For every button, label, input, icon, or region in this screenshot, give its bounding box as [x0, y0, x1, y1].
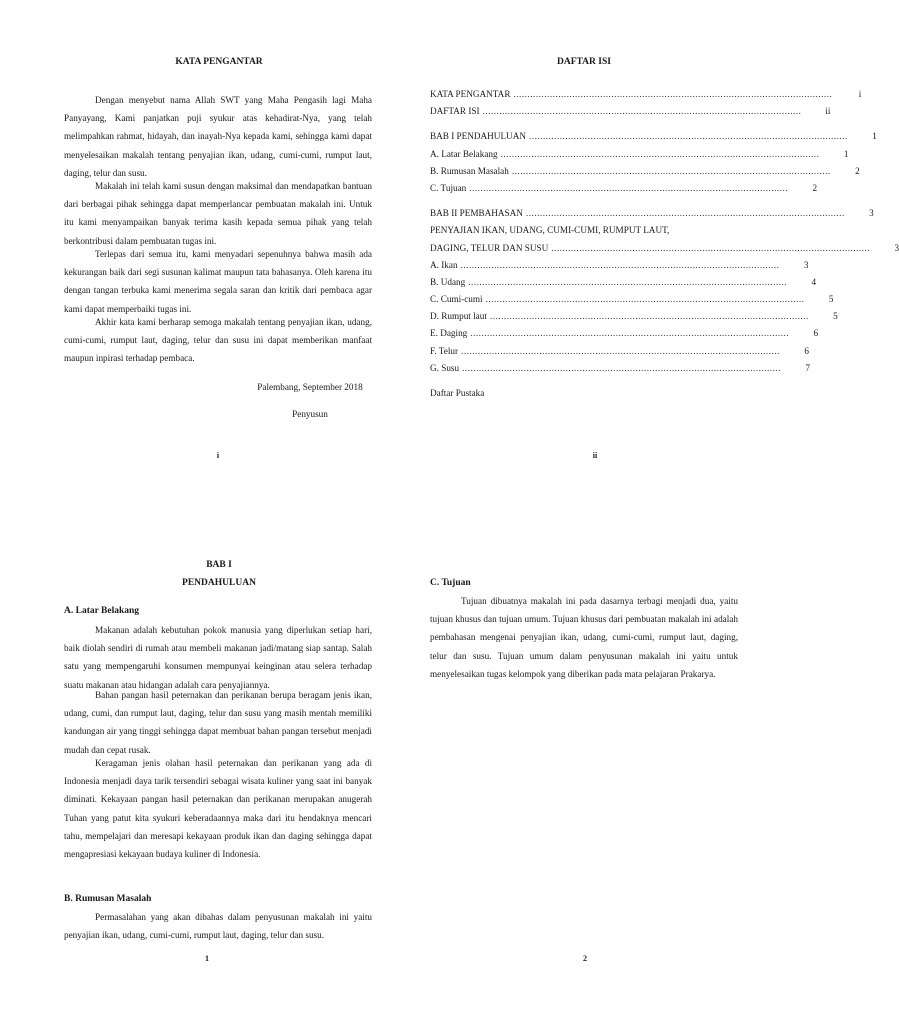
toc-entry-page: 3 [869, 208, 874, 219]
toc-entry-label: B. Udang [430, 276, 466, 287]
toc-leader-dots: .................................................................................................................. [485, 294, 805, 305]
place-date: Palembang, September 2018 [257, 382, 363, 392]
toc-leader-dots: .................................................................................................................. [511, 165, 831, 176]
paragraph: Makanan adalah kebutuhan pokok manusia yang diperlukan setiap hari, baik diolah sendiri di rumah atau membeli makanan jadi/matang siap santap. Salah satu yang mempengaruhi konsumen mempunyai keinginan atau selera terhadap suatu makanan atau hidangan adalah cara penyajiannya. [64, 625, 372, 690]
toc-entry-page: 7 [805, 362, 810, 373]
toc-entry[interactable] [430, 106, 831, 123]
toc-entry[interactable] [430, 311, 838, 328]
toc-leader-dots: .................................................................................................................. [468, 276, 788, 287]
toc-entry-page: ii [825, 106, 831, 117]
toc-entry-label: C. Cumi-cumi [430, 294, 483, 305]
toc-entry-label: DAGING, TELUR DAN SUSU [430, 242, 549, 253]
toc-entry-label: C. Tujuan [430, 182, 467, 193]
toc-leader-dots: .................................................................................................................. [462, 362, 781, 373]
toc-entry-label: G. Susu [430, 362, 460, 373]
toc-entry-label: A. Latar Belakang [430, 148, 498, 159]
toc-entry-page: 2 [812, 182, 818, 193]
chapter-number: BAB I [206, 560, 232, 570]
page-kata-pengantar [0, 0, 384, 512]
paragraph: Keragaman jenis olahan hasil peternakan dan perikanan yang ada di Indonesia menjadi daya tarik tersendiri sebagai wisata kuliner yang saat ini banyak diminati. Kekayaan pangan hasil peternakan dan perikanan merupakan anugerah Tuhan yang patut kita syukuri keberadaannya maka dari itu hendaknya mencari tahu, mempelajari dan meresapi kekayaan produk ikan dan daging sehingga dapat mengapresiasi kekayaan budaya kuliner di Indonesia. [64, 758, 372, 860]
toc-leader-dots: .................................................................................................................. [551, 242, 871, 253]
toc-entry[interactable] [430, 328, 819, 345]
toc-entry[interactable] [430, 208, 874, 225]
toc-entry[interactable] [430, 165, 860, 183]
paragraph: Tujuan dibuatnya makalah ini pada dasarnya terbagi menjadi dua, yaitu tujuan khusus dan tujuan umum. Tujuan khusus dari pembuatan makalah ini adalah pembahasan mengenai penyajian ikan, udang, cumi-cumi, rumput laut, daging, telur dan susu. Tujuan umum dalam penyusunan makalah ini yaitu untuk menyelesaikan tugas kelompok yang diberikan pada mata pelajaran Prakarya. [430, 596, 738, 679]
toc-entry-page: 5 [833, 311, 838, 322]
toc-leader-dots: .................................................................................................................. [460, 259, 780, 270]
toc-leader-dots: .................................................................................................................. [461, 345, 780, 356]
page-number: i [216, 451, 220, 460]
chapter-title: PENDAHULUAN [182, 578, 256, 588]
toc-entry-page: 4 [811, 276, 817, 287]
toc-entry-page: 6 [804, 345, 809, 356]
paragraph: Bahan pangan hasil peternakan dan perikanan berupa beragam jenis ikan, udang, cumi, dan rumput laut, daging, telur dan susu yang masih mentah memiliki kandungan air yang tinggi sehingga dapat membuat bahan pangan tersebut menjadi mudah dan cepat rusak. [64, 690, 372, 755]
toc-entry-label: Daftar Pustaka [430, 388, 485, 398]
toc-entry-label: KATA PENGANTAR [430, 89, 511, 99]
toc-entry[interactable] [430, 131, 877, 148]
toc-leader-dots: .................................................................................................................. [489, 311, 809, 322]
toc-entry[interactable] [430, 259, 809, 277]
table-of-contents [430, 89, 899, 405]
toc-leader-dots: .................................................................................................................. [469, 182, 789, 193]
toc-entry[interactable] [430, 294, 834, 311]
toc-entry-label: F. Telur [430, 345, 459, 356]
toc-entry[interactable] [430, 362, 810, 380]
section-heading: A. Latar Belakang [64, 606, 140, 616]
toc-entry-page: 2 [855, 165, 860, 176]
toc-entry-label: BAB II PEMBAHASAN [430, 208, 523, 219]
toc-leader-dots: .................................................................................................................. [500, 148, 820, 159]
toc-entry[interactable] [430, 242, 899, 260]
toc-entry-label: B. Rumusan Masalah [430, 165, 509, 176]
toc-leader-dots: .................................................................................................................. [513, 89, 833, 99]
toc-entry-label: PENYAJIAN IKAN, UDANG, CUMI-CUMI, RUMPUT LAUT, [430, 225, 670, 236]
toc-entry-bibliography[interactable] [430, 388, 738, 405]
toc-entry[interactable] [430, 89, 862, 106]
paragraph: Makalah ini telah kami susun dengan maksimal dan mendapatkan bantuan dari berbagai pihak sehingga dapat memperlancar pembuatan makalah ini. Untuk itu kami menyampaikan banyak terima kasih kepada semua pihak yang telah berkontribusi dalam pembuatan tugas ini. [64, 181, 372, 246]
toc-entry[interactable] [430, 276, 817, 294]
page-daftar-isi [384, 0, 899, 512]
toc-entry-label: BAB I PENDAHULUAN [430, 131, 526, 142]
toc-entry-page: 3 [894, 242, 899, 253]
paragraph: Permasalahan yang akan dibahas dalam penyusunan makalah ini yaitu penyajian ikan, udang, cumi-cumi, rumput laut, daging, telur dan susu. [64, 912, 372, 941]
toc-entry-label: DAFTAR ISI [430, 106, 480, 117]
page-number: 2 [583, 954, 587, 963]
toc-entry-page: 3 [803, 259, 809, 270]
page-bab-1 [0, 512, 384, 1024]
author-signature: Penyusun [292, 409, 328, 419]
paragraph: Terlepas dari semua itu, kami menyadari sepenuhnya bahwa masih ada kekurangan baik dari segi susunan kalimat maupun tata bahasanya. Oleh karena itu dengan tangan terbuka kami menerima segala saran dan kritik dari pembaca agar kami dapat memperbaiki tugas ini. [64, 249, 372, 314]
toc-entry-heading-line [430, 225, 738, 242]
section-heading: B. Rumusan Masalah [64, 894, 152, 904]
toc-entry-label: D. Rumput laut [430, 311, 487, 322]
paragraph: Akhir kata kami berharap semoga makalah tentang penyajian ikan, udang, cumi-cumi, rumput laut, daging, telur dan susu ini dapat memberikan manfaat maupun inpirasi terhadap pembaca. [64, 317, 372, 364]
toc-leader-dots: .................................................................................................................. [525, 208, 845, 219]
page-2-tujuan [384, 512, 768, 1024]
page-title: DAFTAR ISI [557, 57, 611, 67]
toc-entry-page: 5 [828, 294, 834, 305]
paragraph: Dengan menyebut nama Allah SWT yang Maha Pengasih lagi Maha Panyayang, Kami panjatkan puji syukur atas kehadirat-Nya, yang telah melimpahkan rahmat, hidayah, dan inayah-Nya kepada kami, sehingga kami dapat menyelesaikan makalah tentang penyajian ikan, udang, cumi-cumi, rumput laut, daging, telur dan susu. [64, 95, 372, 178]
toc-entry-page: i [858, 89, 862, 99]
toc-entry-page: 1 [872, 131, 877, 142]
page-number: 1 [205, 954, 209, 963]
toc-entry-label: A. Ikan [430, 259, 458, 270]
page-number: ii [592, 451, 598, 460]
page-title: KATA PENGANTAR [175, 57, 263, 67]
toc-entry[interactable] [430, 345, 809, 363]
toc-entry-label: E. Daging [430, 328, 468, 339]
toc-leader-dots: .................................................................................................................. [470, 328, 790, 339]
section-heading: C. Tujuan [430, 578, 471, 588]
toc-leader-dots: .................................................................................................................. [482, 106, 802, 117]
toc-leader-dots: .................................................................................................................. [528, 131, 848, 142]
toc-entry-page: 6 [813, 328, 819, 339]
toc-entry[interactable] [430, 148, 849, 166]
toc-entry-page: 1 [843, 148, 849, 159]
toc-entry[interactable] [430, 182, 818, 200]
